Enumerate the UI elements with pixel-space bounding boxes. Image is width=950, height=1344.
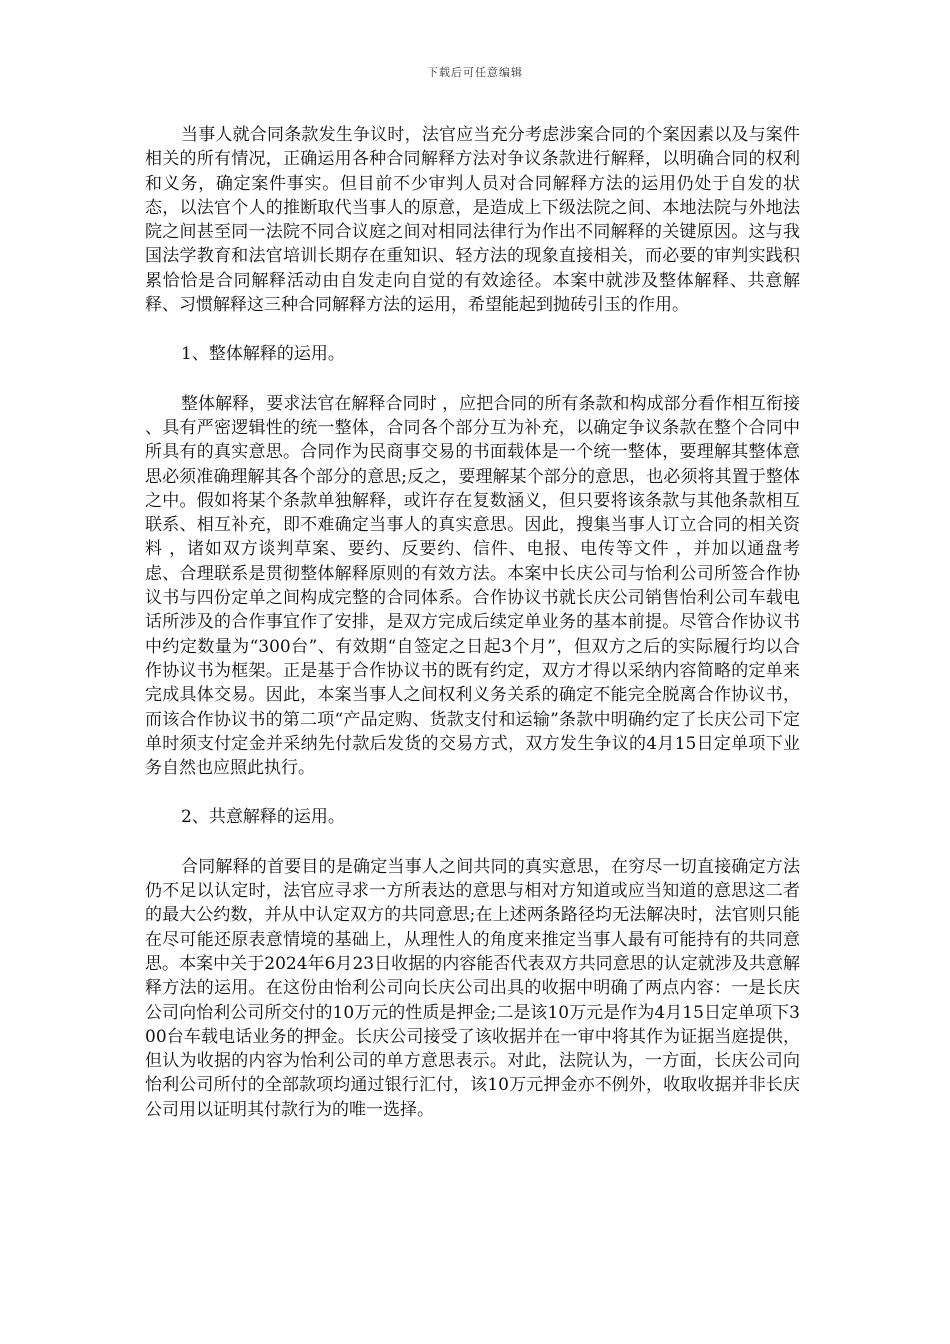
section-1-heading: 1、整体解释的运用。 bbox=[181, 344, 345, 365]
section-2-paragraph: 合同解释的首要目的是确定当事人之间共同的真实意思，在穷尽一切直接确定方法仍不足以认定时，法官应寻求一方所表达的意思与相对方知道或应当知道的意思这二者的最大公约数，并从中认定双方的共同意思;在上述两条路径均无法解决时，法官则只能在尽可能还原表意情境的基础上，从理性人的角度来推定当事人最有可能持有的共同意思。本案中关于2024年6月23日收据的内容能否代表双方共同意思的认定就涉及共意解释方法的运用。在这份由怡利公司向长庆公司出具的收据中明确了两点内容：一是长庆公司向怡利公司所交付的10万元的性质是押金;二是该10万元是作为4月15日定单项下300台车载电话业务的押金。长庆公司接受了该收据并在一审中将其作为证据当庭提供，但认为收据的内容为怡利公司的单方意思表示。对此，法院认为，一方面，长庆公司向怡利公司所付的全部款项均通过银行汇付，该10万元押金亦不例外，收取收据并非长庆公司用以证明其付款行为的唯一选择。 bbox=[145, 856, 800, 1120]
intro-paragraph: 当事人就合同条款发生争议时，法官应当充分考虑涉案合同的个案因素以及与案件相关的所有情况，正确运用各种合同解释方法对争议条款进行解释，以明确合同的权利和义务，确定案件事实。但目前不少审判人员对合同解释方法的运用仍处于自发的状态，以法官个人的推断取代当事人的原意，是造成上下级法院之间、本地法院与外地法院之间甚至同一法院不同合议庭之间对相同法律行为作出不同解释的关键原因。这与我国法学教育和法官培训长期存在重知识、轻方法的现象直接相关，而必要的审判实践积累恰恰是合同解释活动由自发走向自觉的有效途径。本案中就涉及整体解释、共意解释、习惯解释这三种合同解释方法的运用，希望能起到抛砖引玉的作用。 bbox=[145, 125, 800, 316]
paragraph-spacer bbox=[145, 367, 800, 392]
paragraph-spacer bbox=[145, 317, 800, 342]
section-1-paragraph: 整体解释，要求法官在解释合同时 ，应把合同的所有条款和构成部分看作相互衔接 、具有严密逻辑性的统一整体，合同各个部分互为补充，以确定争议条款在整个合同中所具有的真实意思。合同作为民商事交易的书面载体是一个统一整体，要理解其整体意思必须准确理解其各个部分的意思;反之，要理解某个部分的意思，也必须将其置于整体之中。假如将某个条款单独解释，或许存在复数涵义，但只要将该条款与其他条款相互联系、相互补充，即不难确定当事人的真实意思。因此，搜集当事人订立合同的相关资料 ，诸如双方谈判草案、要约、反要约、信件、电报、电传等文件 ，并加以通盘考虑、合理联系是贯彻整体解释原则的有效方法。本案中长庆公司与怡利公司所签合作协议书与四份定单之间构成完整的合同体系。合作协议书就长庆公司销售怡利公司车载电话所涉及的合作事宜作了安排，是双方完成后续定单业务的基本前提。尽管合作协议书中约定数量为“300台”、有效期“自签定之日起3个月”，但双方之后的实际履行均以合作协议书为框架。正是基于合作协议书的既有约定，双方才得以采纳内容简略的定单来完成具体交易。因此，本案当事人之间权利义务关系的确定不能完全脱离合作协议书，而该合作协议书的第二项“产品定购、货款支付和运输”条款中明确约定了长庆公司下定单时须支付定金并采纳先付款后发货的交易方式，双方发生争议的4月15日定单项下业务自然也应照此执行。 bbox=[145, 393, 800, 779]
section-2-heading: 2、共意解释的运用。 bbox=[181, 807, 345, 828]
paragraph-spacer bbox=[145, 780, 800, 805]
page-header: 下载后可任意编辑 bbox=[427, 66, 523, 79]
document-body bbox=[145, 123, 800, 1122]
paragraph-spacer bbox=[145, 830, 800, 855]
